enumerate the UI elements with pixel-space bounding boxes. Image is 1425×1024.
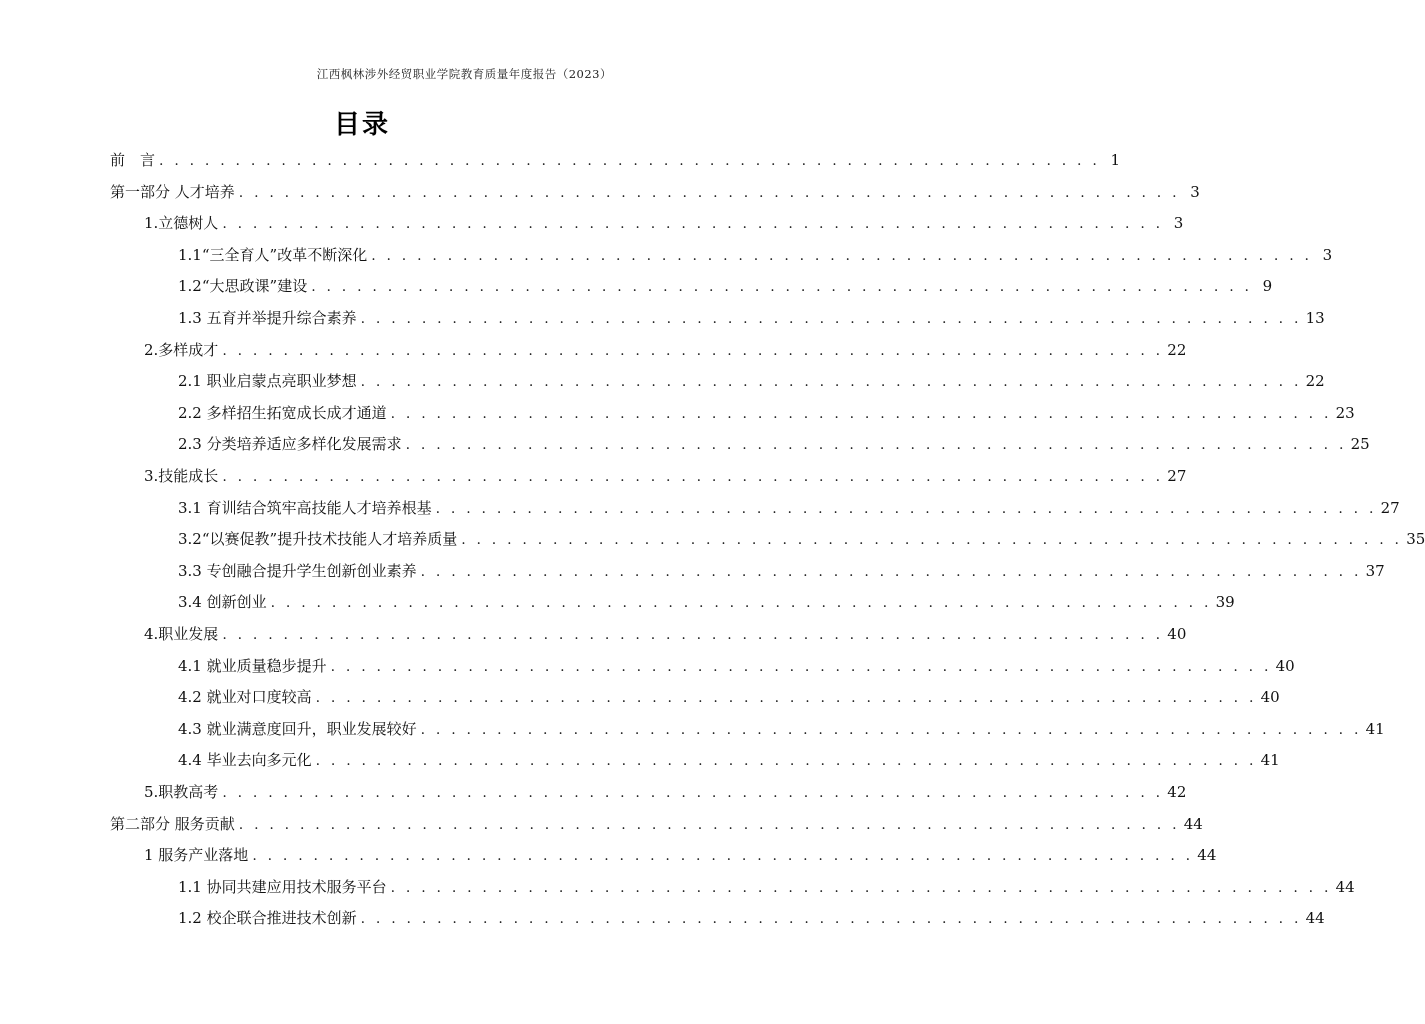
toc-entry[interactable] [178,272,1273,300]
toc-entry-page-number: 41 [1260,751,1280,770]
toc-entry[interactable] [178,304,1325,332]
toc-entry-page-number: 41 [1365,719,1385,738]
toc-entry-page-number: 44 [1183,814,1203,833]
toc-leader-dots: . . . . . . . . . . . . . . . . . . . . . . . . . . . . . . . . . . . . . . . . . . . . . . . . . . . . . . . . . . . . . . [238,184,1180,201]
toc-entry-label: 1.2 校企联合推进技术创新 [178,909,357,928]
toc-entry[interactable] [110,178,1200,206]
toc-entry[interactable] [110,810,1203,838]
toc-entry-label: 3.2“以赛促教”提升技术技能人才培养质量 [178,530,458,549]
toc-entry-page-number: 27 [1380,498,1400,517]
toc-entry-label: 4.2 就业对口度较高 [178,688,312,707]
toc-leader-dots: . . . . . . . . . . . . . . . . . . . . . . . . . . . . . . . . . . . . . . . . . . . . . . . . . . . . . . . . . . . . . . [270,595,1212,612]
toc-leader-dots: . . . . . . . . . . . . . . . . . . . . . . . . . . . . . . . . . . . . . . . . . . . . . . . . . . . . . . . . . . . . . . [315,753,1257,770]
toc-leader-dots: . . . . . . . . . . . . . . . . . . . . . . . . . . . . . . . . . . . . . . . . . . . . . . . . . . . . . . . . . . . . . . [420,721,1362,738]
toc-leader-dots: . . . . . . . . . . . . . . . . . . . . . . . . . . . . . . . . . . . . . . . . . . . . . . . . . . . . . . . . . . . . . . [360,374,1302,391]
toc-entry-page-number: 9 [1262,277,1273,296]
toc-leader-dots: . . . . . . . . . . . . . . . . . . . . . . . . . . . . . . . . . . . . . . . . . . . . . . . . . . . . . . . . . . . . . . [315,690,1257,707]
toc-leader-dots: . . . . . . . . . . . . . . . . . . . . . . . . . . . . . . . . . . . . . . . . . . . . . . . . . . . . . . . . . . . . . . [222,469,1164,485]
toc-entry-label: 1.立德树人 [144,214,219,233]
toc-entry-page-number: 44 [1197,846,1217,865]
toc-entry[interactable] [178,399,1355,427]
toc-entry[interactable] [144,841,1217,869]
toc-entry[interactable] [110,146,1120,174]
toc-leader-dots: . . . . . . . . . . . . . . . . . . . . . . . . . . . . . . . . . . . . . . . . . . . . . . . . . . . . . . . . . . . . . . [360,911,1302,928]
toc-entry-page-number: 3 [1322,245,1333,264]
toc-entry-page-number: 3 [1173,214,1184,233]
toc-entry-label: 1 服务产业落地 [144,846,249,865]
toc-entry-page-number: 40 [1260,688,1280,707]
toc-leader-dots: . . . . . . . . . . . . . . . . . . . . . . . . . . . . . . . . . . . . . . . . . . . . . . . . . . . . . . . . . . . . . . [360,311,1302,327]
toc-leader-dots: . . . . . . . . . . . . . . . . . . . . . . . . . . . . . . . . . . . . . . . . . . . . . . . . . . . . . . . . . . . . . . [420,563,1362,580]
toc-leader-dots: . . . . . . . . . . . . . . . . . . . . . . . . . . . . . . . . . . . . . . . . . . . . . . . . . . . . . . . . . . . . . . [222,627,1164,643]
toc-entry[interactable] [144,462,1187,490]
toc-leader-dots: . . . . . . . . . . . . . . . . . . . . . . . . . . . . . . . . . . . . . . . . . . . . . . . . . . . . . . . . . . . . . . [222,785,1164,801]
toc-entry-page-number: 44 [1335,877,1355,896]
toc-entry-page-number: 23 [1335,403,1355,422]
toc-entry-label: 1.2“大思政课”建设 [178,277,308,296]
toc-entry-label: 4.3 就业满意度回升，职业发展较好 [178,719,417,738]
toc-entry-label: 前 言 [110,151,156,169]
toc-entry-label: 2.多样成才 [144,340,219,359]
toc-entry-label: 第二部分 服务贡献 [110,814,235,833]
toc-entry-label: 4.1 就业质量稳步提升 [178,656,327,675]
toc-entry[interactable] [144,778,1187,806]
toc-entry[interactable] [178,588,1235,616]
toc-entry-label: 1.3 五育并举提升综合素养 [178,309,357,327]
toc-entry-page-number: 13 [1305,309,1325,327]
toc-entry-page-number: 42 [1167,783,1187,801]
toc-entry[interactable] [178,557,1385,585]
toc-entry[interactable] [178,367,1325,395]
toc-entry-page-number: 40 [1275,656,1295,675]
toc-entry-label: 2.2 多样招生拓宽成长成才通道 [178,403,387,422]
toc-leader-dots: . . . . . . . . . . . . . . . . . . . . . . . . . . . . . . . . . . . . . . . . . . . . . . . . . . . . . . . . . . . . . . [330,658,1272,675]
toc-entry-label: 3.1 育训结合筑牢高技能人才培养根基 [178,498,432,517]
toc-entry-label: 1.1 协同共建应用技术服务平台 [178,877,387,896]
toc-entry[interactable] [178,430,1370,458]
toc-entry-label: 4.职业发展 [144,625,219,643]
toc-entry-label: 1.1“三全育人”改革不断深化 [178,245,368,264]
toc-leader-dots: . . . . . . . . . . . . . . . . . . . . . . . . . . . . . . . . . . . . . . . . . . . . . . . . . . . . . . . . . . . . . . [390,405,1332,422]
toc-entry-page-number: 37 [1365,561,1385,580]
toc-entry[interactable] [144,336,1187,364]
toc-entry[interactable] [178,904,1325,932]
running-header: 江西枫林涉外经贸职业学院教育质量年度报告（2023） [316,67,612,81]
toc-entry[interactable] [178,683,1280,711]
toc-entry[interactable] [178,715,1385,743]
toc-entry-label: 5.职教高考 [144,783,219,801]
toc-entry-page-number: 1 [1110,151,1120,169]
toc-title: 目录 [333,110,390,140]
toc-entry[interactable] [178,746,1280,774]
toc-leader-dots: . . . . . . . . . . . . . . . . . . . . . . . . . . . . . . . . . . . . . . . . . . . . . . . . . . . . . . . . . . . . . . [371,247,1313,264]
toc-entry-page-number: 22 [1167,340,1187,359]
toc-leader-dots: . . . . . . . . . . . . . . . . . . . . . . . . . . . . . . . . . . . . . . . . . . . . . . . . . . . . . . . . . . . . . . [238,816,1180,833]
toc-entry-label: 2.3 分类培养适应多样化发展需求 [178,435,402,454]
toc-entry-page-number: 25 [1350,435,1370,454]
toc-entry-page-number: 39 [1215,593,1235,612]
toc-entry-label: 2.1 职业启蒙点亮职业梦想 [178,372,357,391]
toc-entry-label: 3.技能成长 [144,467,219,485]
toc-entry[interactable] [178,525,1425,553]
toc-entry-label: 3.4 创新创业 [178,593,267,612]
toc-entry-page-number: 35 [1406,530,1425,549]
toc-entry-label: 3.3 专创融合提升学生创新创业素养 [178,561,417,580]
toc-leader-dots: . . . . . . . . . . . . . . . . . . . . . . . . . . . . . . . . . . . . . . . . . . . . . . . . . . . . . . . . . . . . . . [390,879,1332,896]
toc-entry-label: 4.4 毕业去向多元化 [178,751,312,770]
toc-entry[interactable] [178,652,1295,680]
toc-entry-page-number: 44 [1305,909,1325,928]
toc-entry-page-number: 3 [1190,182,1200,201]
toc-leader-dots: . . . . . . . . . . . . . . . . . . . . . . . . . . . . . . . . . . . . . . . . . . . . . . . . . . . . . . . . . . . . . . [461,532,1403,549]
toc-entry[interactable] [178,494,1400,522]
toc-entry-page-number: 27 [1167,467,1187,485]
toc-leader-dots: . . . . . . . . . . . . . . . . . . . . . . . . . . . . . . . . . . . . . . . . . . . . . . . . . . . . . . . . . . . . . . [252,848,1194,865]
toc-entry-page-number: 22 [1305,372,1325,391]
toc-entry-label: 第一部分 人才培养 [110,182,235,201]
toc-entry[interactable] [144,620,1187,648]
toc-leader-dots: . . . . . . . . . . . . . . . . . . . . . . . . . . . . . . . . . . . . . . . . . . . . . . . . . . . . . . . . . . . . . . [159,153,1100,169]
toc-leader-dots: . . . . . . . . . . . . . . . . . . . . . . . . . . . . . . . . . . . . . . . . . . . . . . . . . . . . . . . . . . . . . . [311,279,1253,296]
toc-leader-dots: . . . . . . . . . . . . . . . . . . . . . . . . . . . . . . . . . . . . . . . . . . . . . . . . . . . . . . . . . . . . . . [222,342,1164,359]
toc-entry[interactable] [144,209,1184,237]
toc-leader-dots: . . . . . . . . . . . . . . . . . . . . . . . . . . . . . . . . . . . . . . . . . . . . . . . . . . . . . . . . . . . . . . [435,500,1377,517]
toc-entry-page-number: 40 [1167,625,1187,643]
toc-entry[interactable] [178,241,1333,269]
toc-leader-dots: . . . . . . . . . . . . . . . . . . . . . . . . . . . . . . . . . . . . . . . . . . . . . . . . . . . . . . . . . . . . . . [405,437,1347,454]
toc-entry[interactable] [178,873,1355,901]
toc-leader-dots: . . . . . . . . . . . . . . . . . . . . . . . . . . . . . . . . . . . . . . . . . . . . . . . . . . . . . . . . . . . . . . [222,216,1164,233]
